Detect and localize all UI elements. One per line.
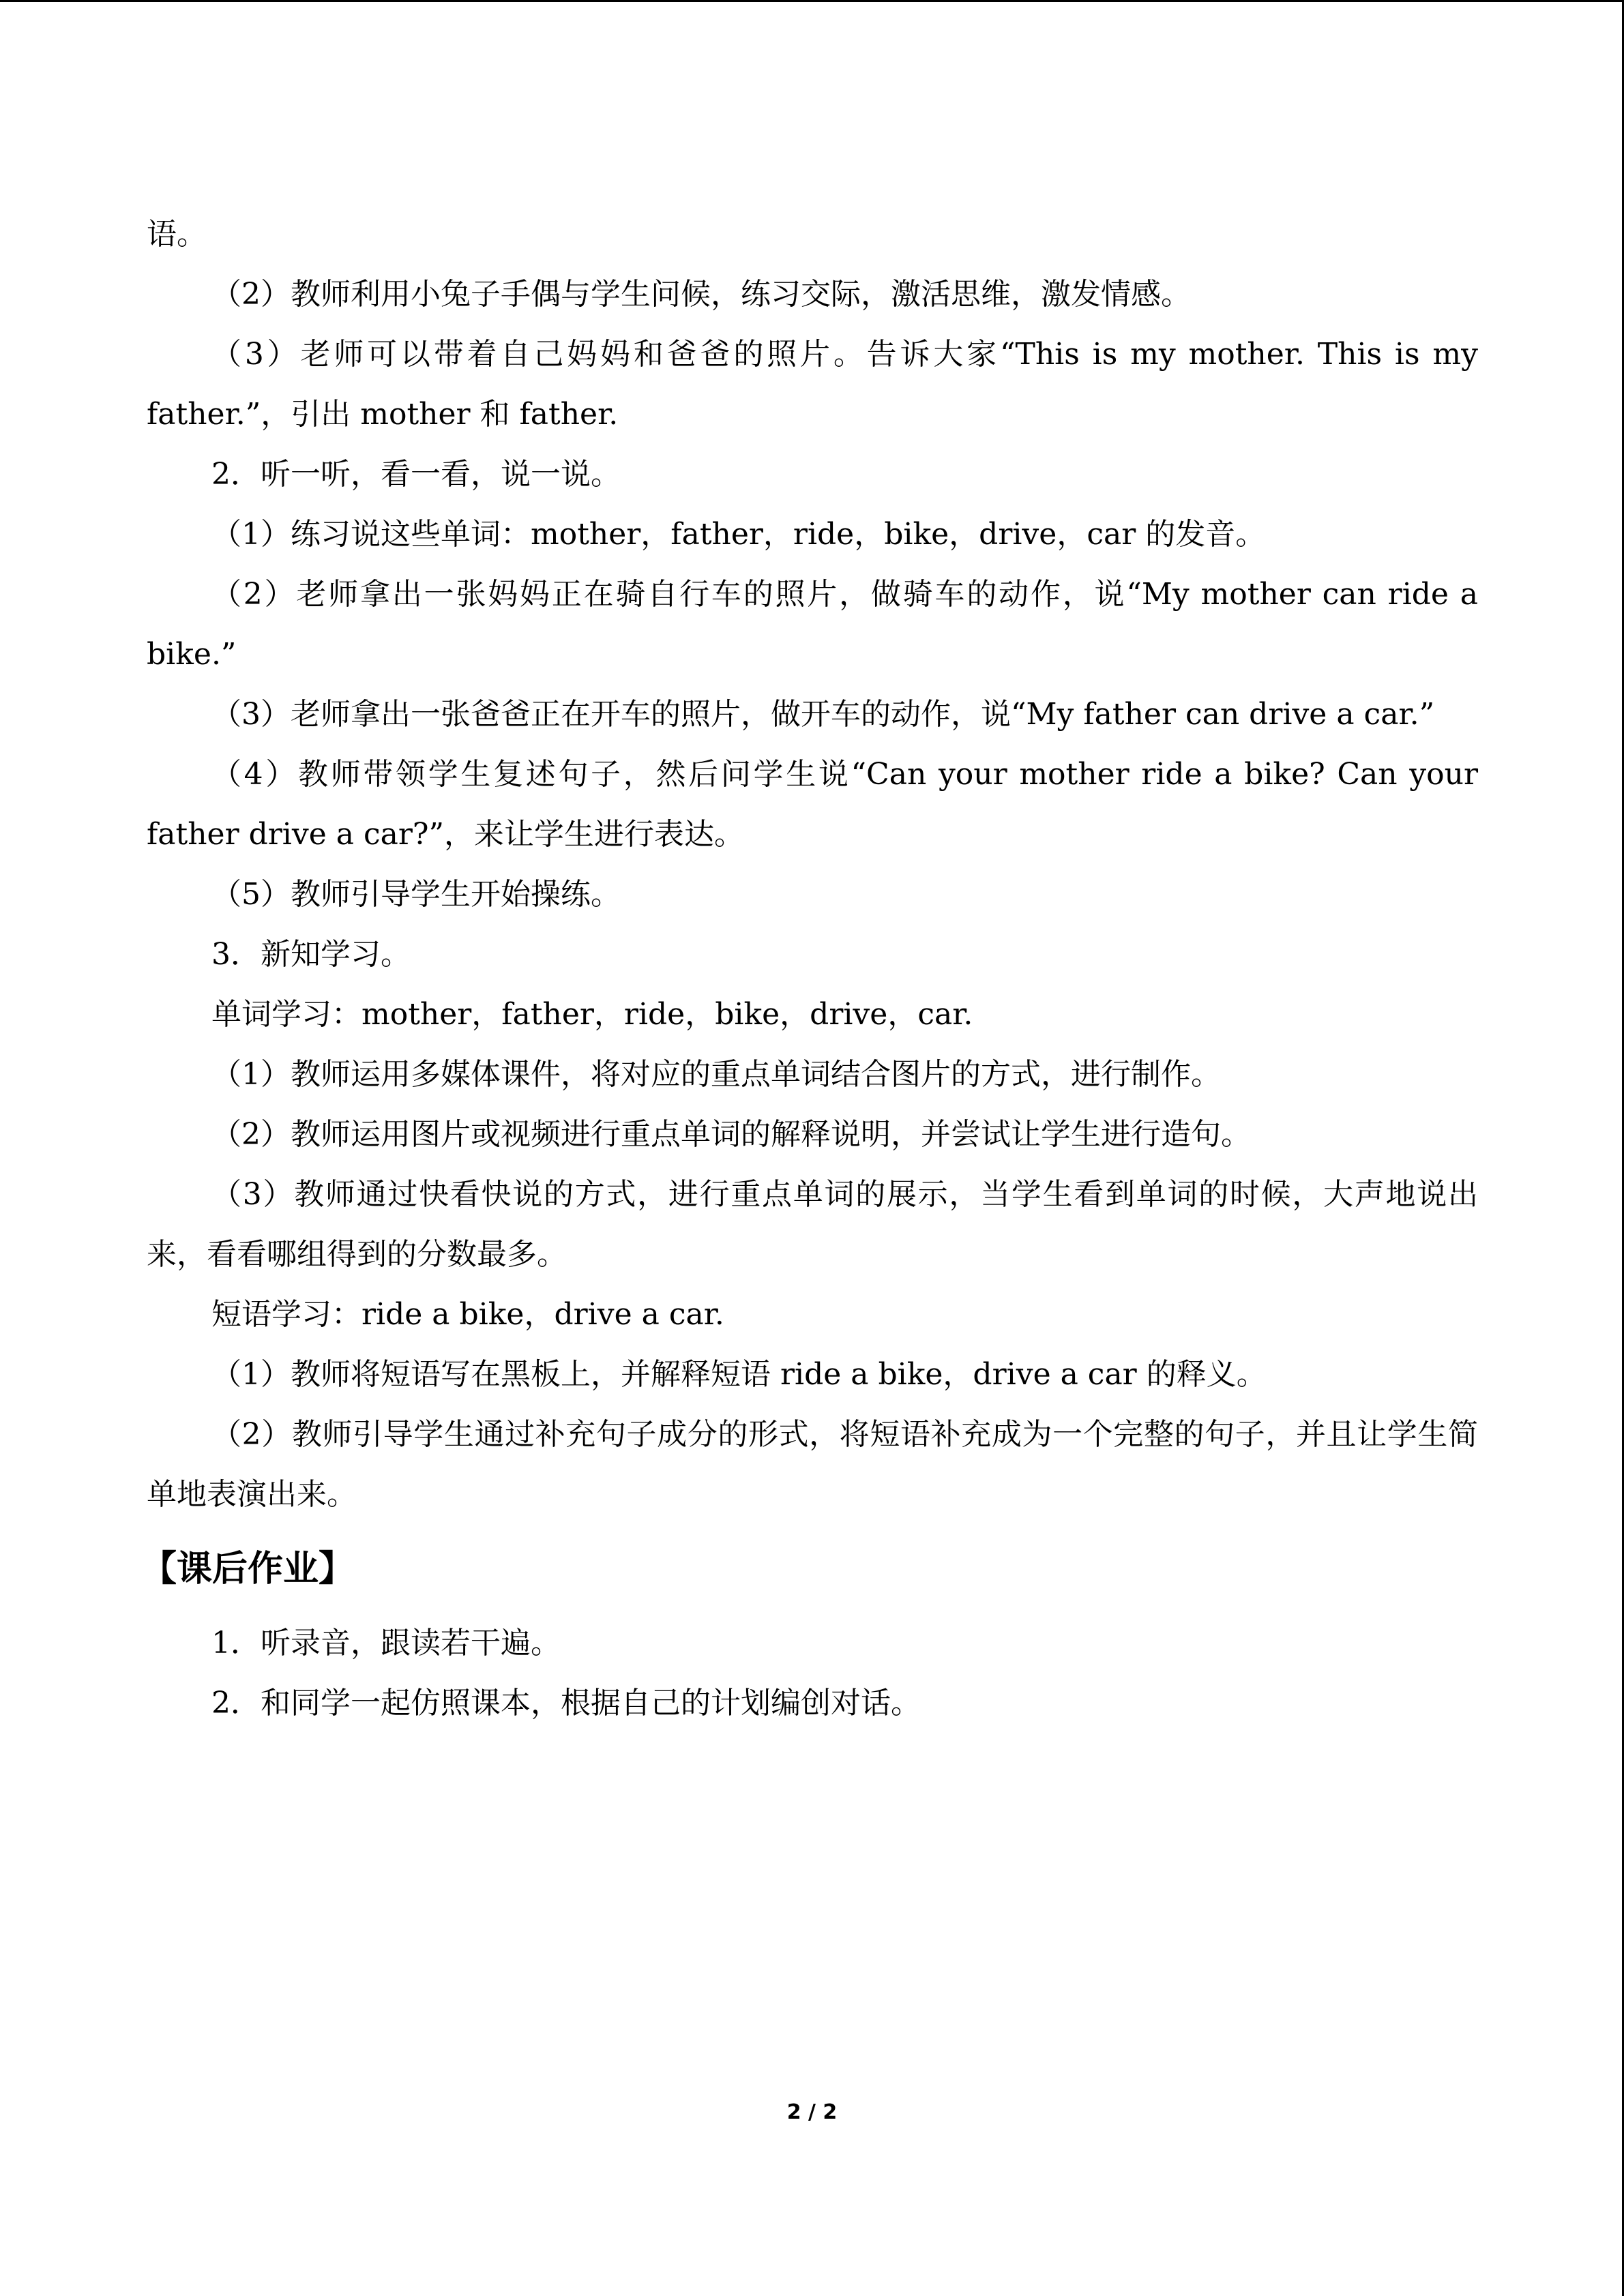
paragraph-listen-3: （3）老师拿出一张爸爸正在开车的照片，做开车的动作，说“My father can drive a car.” [211, 697, 1435, 732]
paragraph-word-3: （3）教师通过快看快说的方式，进行重点单词的展示，当学生看到单词的时候，大声地说出来，看看哪组得到的分数最多。 [147, 1177, 1478, 1272]
paragraph-step-2: （2）教师利用小兔子手偶与学生问候，练习交际，激活思维，激发情感。 [211, 277, 1191, 312]
paragraph-phrase-1: （1）教师将短语写在黑板上，并解释短语 ride a bike，drive a car 的释义。 [211, 1357, 1267, 1392]
document-body [141, 205, 1478, 1733]
paragraph-listen-2: （2）老师拿出一张妈妈正在骑自行车的照片，做骑车的动作，说“My mother can ride a bike.” [147, 577, 1478, 672]
page-number: 2 / 2 [786, 2100, 838, 2124]
paragraph-listen-4: （4）教师带领学生复述句子，然后问学生说“Can your mother ride a bike? Can your father drive a car?”，来让学生进行表达。 [147, 757, 1478, 852]
phrase-study-title: 短语学习：ride a bike，drive a car. [211, 1297, 724, 1332]
paragraph-word-2: （2）教师运用图片或视频进行重点单词的解释说明，并尝试让学生进行造句。 [211, 1117, 1251, 1152]
section-2-title: 2．听一听，看一看，说一说。 [211, 457, 621, 492]
word-study-title: 单词学习：mother，father，ride，bike，drive，car. [211, 997, 973, 1032]
paragraph-step-3: （3）老师可以带着自己妈妈和爸爸的照片。告诉大家“This is my mother. This is my father.”，引出 mother 和 father. [147, 337, 1478, 432]
homework-item-2: 2．和同学一起仿照课本，根据自己的计划编创对话。 [211, 1686, 921, 1720]
paragraph-word-1: （1）教师运用多媒体课件，将对应的重点单词结合图片的方式，进行制作。 [211, 1057, 1221, 1092]
paragraph-listen-1: （1）练习说这些单词：mother，father，ride，bike，drive，car 的发音。 [211, 517, 1266, 552]
paragraph-listen-5: （5）教师引导学生开始操练。 [211, 877, 621, 912]
homework-heading: 【课后作业】 [141, 1549, 355, 1590]
homework-item-1: 1．听录音，跟读若干遍。 [211, 1626, 561, 1660]
page-border-top [0, 0, 1624, 2]
paragraph-continuation: 语。 [147, 217, 207, 252]
section-3-title: 3．新知学习。 [211, 937, 411, 972]
paragraph-phrase-2: （2）教师引导学生通过补充句子成分的形式，将短语补充成为一个完整的句子，并且让学生简单地表演出来。 [147, 1417, 1478, 1512]
